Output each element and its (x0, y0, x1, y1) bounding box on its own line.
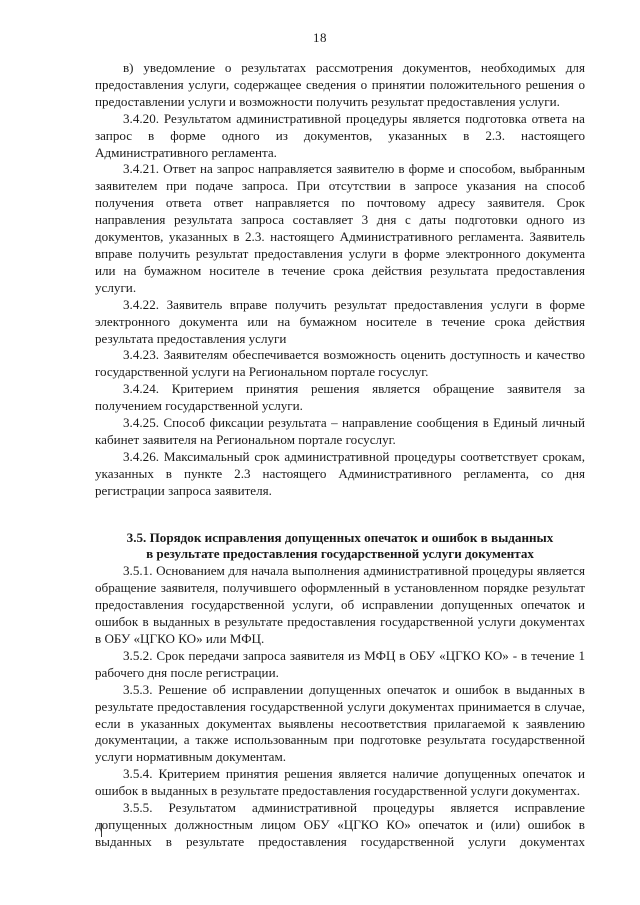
paragraph-3-5-5: 3.5.5. Результатом административной процедуры является исправление допущенных должностным лицом ОБУ «ЦГКО КО» опечаток и (или) ошибок в выданных в результате предоставления государственной услуги документах (95, 800, 585, 849)
paragraph-item-v: в) уведомление о результатах рассмотрения документов, необходимых для предоставления услуги, содержащее сведения о принятии положительного решения о предоставлении услуги и возможности получить результат предоставления услуги. (95, 60, 585, 109)
document-body (95, 60, 585, 851)
paragraph-3-4-21: 3.4.21. Ответ на запрос направляется заявителю в форме и способом, выбранным заявителем при подаче запроса. При отсутствии в запросе указания на способ получения ответа ответ направляется по почтовому адресу заявителя. Срок направления результата запроса составляет 3 дня с даты подготовки одного из документов, указанных в 2.3. настоящего Административного регламента. Заявитель вправе получить результат предоставления услуги в форме электронного документа или на бумажном носителе в течение срока действия результата предоставления услуги. (95, 161, 585, 295)
paragraph-3-4-22: 3.4.22. Заявитель вправе получить результат предоставления услуги в форме электронного документа или на бумажном носителе в течение срока действия результата предоставления услуги (95, 296, 585, 346)
paragraph-3-5-4: 3.5.4. Критерием принятия решения является наличие допущенных опечаток и ошибок в выданных в результате предоставления государственной услуги документах. (95, 766, 585, 799)
paragraph-3-4-20: 3.4.20. Результатом административной процедуры является подготовка ответа на запрос в форме одного из документов, указанных в 2.3. настоящего Административного регламента. (95, 110, 585, 160)
paragraph-3-5-1: 3.5.1. Основанием для начала выполнения административной процедуры является обращение заявителя, получившего оформленный в установленном порядке результат предоставления государственной услуги, об исправлении допущенных опечаток и ошибок в выданных в результате предоставления государственной услуги документах в ОБУ «ЦГКО КО» или МФЦ. (95, 563, 585, 646)
paragraph-3-4-24: 3.4.24. Критерием принятия решения является обращение заявителя за получением государственной услуги. (95, 381, 585, 414)
paragraph-3-4-26: 3.4.26. Максимальный срок административной процедуры соответствует срокам, указанных в пункте 2.3 настоящего Административного регламента, со дня регистрации запроса заявителя. (95, 448, 585, 498)
section-heading-3-5 (95, 530, 585, 564)
paragraph-3-5-2: 3.5.2. Срок передачи запроса заявителя из МФЦ в ОБУ «ЦГКО КО» - в течение 1 рабочего дня после регистрации. (95, 647, 585, 680)
paragraph-3-4-25: 3.4.25. Способ фиксации результата – направление сообщения в Единый личный кабинет заявителя на Региональном портале госуслуг. (95, 415, 585, 447)
paragraph-3-5-3: 3.5.3. Решение об исправлении допущенных опечаток и ошибок в выданных в результате предоставления государственной услуги документах принимается в случае, если в указанных документах выявлены несоответствия прилагаемой к заявлению документации, а также использованным при подготовке результата государственной услуги нормативным документам. (95, 681, 585, 765)
section-heading-line-1: 3.5. Порядок исправления допущенных опечаток и ошибок в выданных (126, 529, 554, 545)
page-number: 18 (313, 30, 327, 45)
section-heading-line-2: в результате предоставления государственной услуги документах (146, 546, 534, 562)
paragraph-3-4-23: 3.4.23. Заявителям обеспечивается возможность оценить доступность и качество государственной услуги на Региональном портале госуслуг. (95, 347, 585, 380)
